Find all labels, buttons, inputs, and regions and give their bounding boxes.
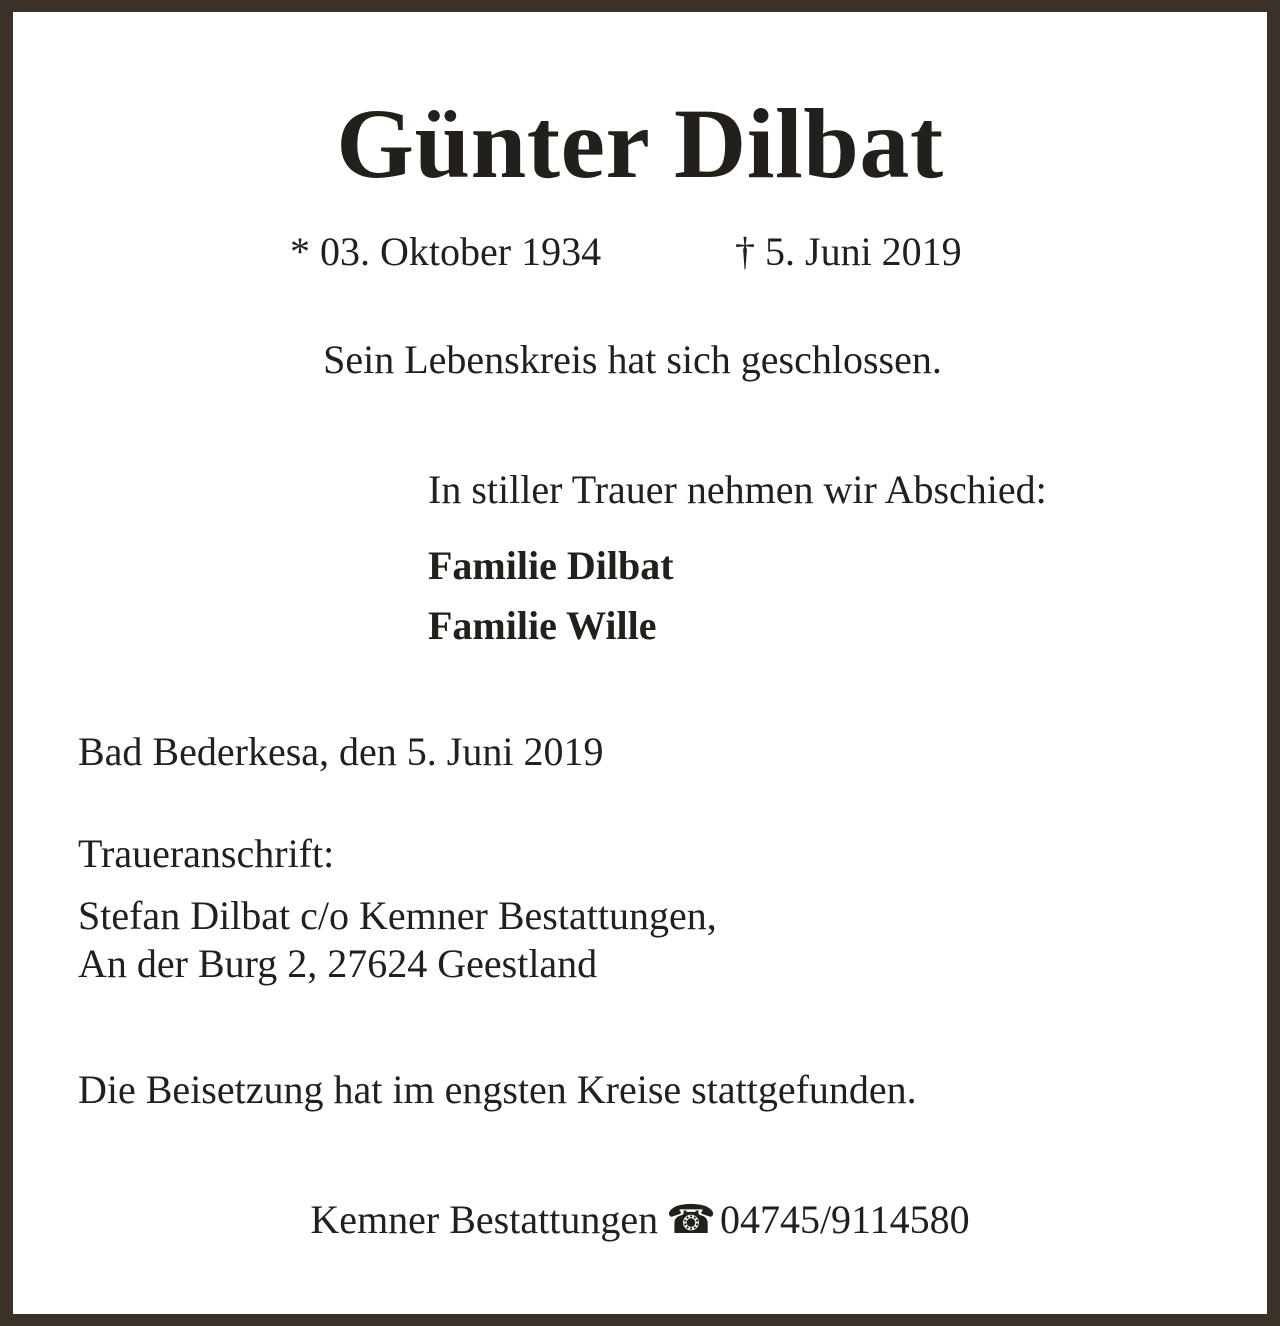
place-and-date: Bad Bederkesa, den 5. Juni 2019 — [78, 729, 604, 774]
burial-note: Die Beisetzung hat im engsten Kreise stattgefunden. — [78, 1067, 917, 1112]
telephone-icon: ☎ — [666, 1197, 716, 1242]
funeral-home-footer — [0, 1197, 1280, 1242]
motto-line: Sein Lebenskreis hat sich geschlossen. — [323, 337, 942, 382]
address-label: Traueranschrift: — [78, 831, 335, 876]
address-line: Stefan Dilbat c/o Kemner Bestattungen, — [78, 893, 717, 938]
farewell-line: In stiller Trauer nehmen wir Abschied: — [428, 467, 1047, 512]
phone-number: 04745/9114580 — [719, 1197, 970, 1242]
deceased-name: Günter Dilbat — [336, 88, 944, 199]
death-date: † 5. Juni 2019 — [735, 229, 962, 274]
family-name: Familie Wille — [428, 603, 657, 648]
family-name: Familie Dilbat — [428, 543, 674, 588]
address-line: An der Burg 2, 27624 Geestland — [78, 941, 598, 986]
birth-date: * 03. Oktober 1934 — [290, 229, 602, 274]
funeral-home-name: Kemner Bestattungen — [310, 1197, 659, 1242]
